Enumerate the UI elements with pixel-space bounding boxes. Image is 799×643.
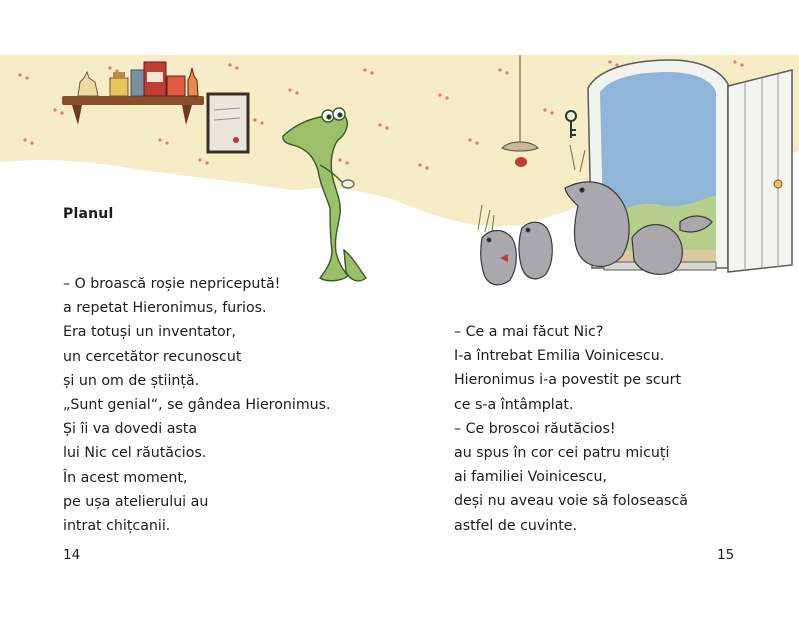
text-line: lui Nic cel răutăcios.: [63, 445, 207, 462]
text-line: ai familiei Voinicescu,: [454, 469, 608, 486]
text-line: – Ce broscoi răutăcios!: [454, 420, 616, 437]
text-line: Era totuși un inventator,: [63, 324, 237, 341]
text-line: – O broască roșie nepricepută!: [63, 276, 281, 292]
framed-picture: [208, 94, 248, 152]
right-page-text: [454, 320, 688, 538]
text-line: au spus în cor cei patru micuți: [454, 445, 670, 462]
page-number-left: 14: [63, 547, 81, 563]
page-number-right: 15: [717, 547, 735, 563]
text-line: – Ce a mai făcut Nic?: [454, 324, 604, 340]
left-page-text: [63, 272, 331, 538]
text-line: deși nu aveau voie să folosească: [454, 493, 688, 510]
text-line: astfel de cuvinte.: [454, 517, 577, 534]
text-line: Și îi va dovedi asta: [63, 421, 198, 438]
chapter-title: Planul: [63, 206, 114, 222]
text-line: În acest moment,: [63, 469, 188, 486]
text-line: pe ușa atelierului au: [63, 493, 209, 510]
text-line: a repetat Hieronimus, furios.: [63, 300, 267, 317]
text-line: și un om de știință.: [63, 372, 200, 389]
text-line: I-a întrebat Emilia Voinicescu.: [454, 348, 665, 365]
text-line: un cercetător recunoscut: [63, 348, 242, 365]
text-line: Hieronimus i-a povestit pe scurt: [454, 372, 682, 389]
text-line: „Sunt genial“, se gândea Hieronimus.: [63, 397, 331, 414]
text-line: intrat chițcanii.: [63, 518, 171, 535]
text-line: ce s-a întâmplat.: [454, 396, 574, 413]
illustration: [0, 0, 799, 300]
